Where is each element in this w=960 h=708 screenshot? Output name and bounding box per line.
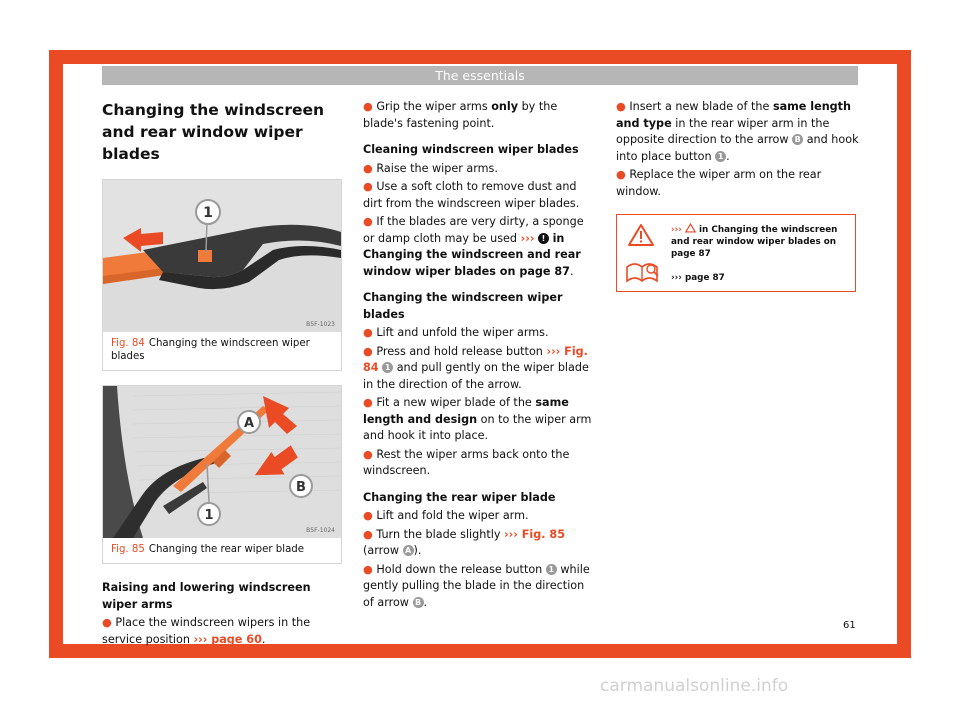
bullet-item: ● Grip the wiper arms only by the blade's fastening point. [363,100,558,130]
bullet-item: ● Use a soft cloth to remove dust and dirt from the windscreen wiper blades. [363,180,580,210]
page-title: Changing the windscreen and rear window wiper blades [102,101,325,163]
subheading-changing-windscreen: Changing the windscreen wiper blades [363,291,563,321]
figure-number: Fig. 85 [111,544,145,555]
figure-link[interactable]: ››› Fig. 85 [504,527,565,541]
number-badge: 1 [715,151,726,162]
figure-caption [103,332,341,370]
bullet-item: ● If the blades are very dirty, a sponge or damp cloth may be used ››› ! in Changing the windscreen and rear window wiper blades on page 87. [363,215,584,278]
warning-reference[interactable]: ››› in Changing the windscreen and rear window wiper blades on page 87 [671,225,838,259]
watermark: carmanualsonline.info [600,676,789,696]
figure-caption [103,538,341,563]
bullet-item: ● Place the windscreen wipers in the service position ››› page 60. [102,616,311,646]
number-badge: 1 [546,564,557,575]
figure-caption-text: Changing the rear wiper blade [148,544,305,555]
bullet-icon: ● [363,562,373,576]
rear-wiper-illustration [103,386,341,538]
bullet-item: ● Press and hold release button ››› Fig. 84 1 and pull gently on the wiper blade in the direction of the arrow. [363,344,589,391]
middle-column [363,99,598,611]
bullet-item: ● Insert a new blade of the same length and type in the rear wiper arm in the opposite direction to the arrow B and hook into place button 1 . [616,100,859,163]
left-column [102,99,342,648]
page-link[interactable]: ››› page 60 [193,632,262,646]
page-number: 61 [843,620,856,631]
bullet-item: ● Rest the wiper arms back onto the windscreen. [363,447,570,477]
figure-85 [102,385,342,564]
bullet-item: ● Fit a new wiper blade of the same length and design on to the wiper arm and hook it into place. [363,396,592,442]
figure-label-1: 1 [203,205,213,221]
bullet-icon: ● [363,161,373,175]
figure-number: Fig. 84 [111,338,145,349]
bullet-item: ● Lift and unfold the wiper arms. [363,326,549,339]
bullet-icon: ● [363,344,373,358]
bullet-icon: ● [363,215,373,228]
manual-book-icon [625,261,659,287]
wiper-blade-illustration [103,180,341,332]
figure-label-a: A [243,416,255,431]
reference-box [616,214,856,292]
figure-link[interactable]: ››› Fig. 84 [363,344,588,374]
letter-badge: B [792,134,803,145]
letter-badge: A [403,545,414,556]
bullet-icon: ● [363,100,373,113]
bullet-icon: ● [363,180,373,193]
right-column [616,99,861,292]
bullet-icon: ● [616,100,626,113]
bullet-item: ● Raise the wiper arms. [363,161,498,175]
warning-triangle-icon [627,223,655,247]
figure-caption-text: Changing the windscreen wiper blades [111,338,310,362]
figure-84 [102,179,342,371]
bullet-item: ● Hold down the release button 1 while gently pulling the blade in the direction of arrow B . [363,562,590,609]
figure-code: B5F-1024 [306,527,335,534]
warning-inline-icon [685,223,696,233]
figure-code: B5F-1023 [306,321,335,328]
subheading-cleaning: Cleaning windscreen wiper blades [363,143,579,156]
bullet-item: ● Lift and fold the wiper arm. [363,509,529,522]
bullet-icon: ● [363,447,373,461]
letter-badge: B [413,597,424,608]
number-badge: 1 [382,362,393,373]
section-header: The essentials [102,66,858,85]
subheading-raising: Raising and lowering windscreen wiper arms [102,581,311,611]
subheading-changing-rear: Changing the rear wiper blade [363,490,556,504]
bullet-item: ● Turn the blade slightly ››› Fig. 85 (arrow A ). [363,527,565,557]
important-icon: ! [538,233,549,244]
figure-label-1: 1 [204,508,214,523]
bullet-icon: ● [363,509,373,522]
bullet-icon: ● [102,616,112,629]
bullet-icon: ● [363,527,373,541]
page-reference[interactable]: ››› page 87 [671,273,725,283]
figure-label-b: B [296,480,306,495]
bullet-icon: ● [363,326,373,339]
bullet-icon: ● [363,396,373,409]
bullet-icon: ● [616,168,626,181]
bullet-item: ● Replace the wiper arm on the rear window. [616,168,822,198]
cross-reference-link[interactable]: in Changing the windscreen and rear window wiper blades on page 87 [363,231,581,278]
